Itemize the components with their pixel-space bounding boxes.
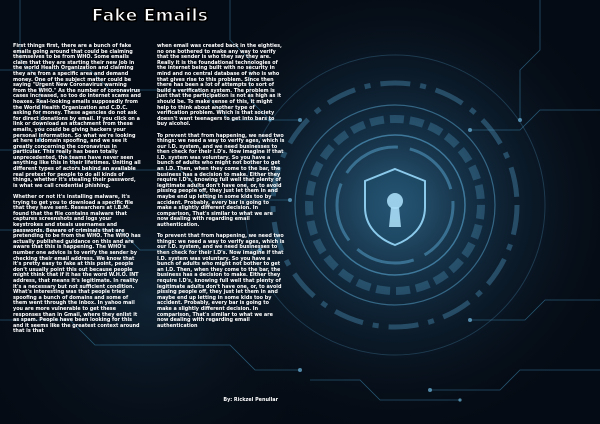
paragraph: To prevent that from happening, we need two things: we need a way to verify ages, which is our I.D. system, and we need businesses to then check for their I.D's. Now imagine if that I.D. system was voluntary. So you have a bunch of adults who might not bother to get an I.D. Then, when they come to the bar, the business has a decision to make. Either they require I.D's, knowing full well that plenty of legitimate adults don't have one, or, to avoid pissing people off, they just let them in and maybe end up letting in some kids too by accident. Probably, every bar is going to make a slightly different decision. In comparison, That's similar to what we are now dealing with regarding email authentication. <box>157 132 285 228</box>
article-column-right <box>157 44 285 335</box>
article-title: Fake Emails <box>91 6 209 26</box>
paragraph: Whether or not it's installing malware, it's trying to get you to download a specific file that they have sent. Researchers at I.B.M. found that the file contains malware that captures screenshots and logs your keystrokes and steals usernames and passwords. Beware of criminals that are pretending to be from the WHO. The WHO has actually published guidance on this and are aware that this is happening. The WHO's number one advice is to verify the sender by checking their email address. We know that it's pretty easy to fake at this point, people don't usually point this out because people might think that if it has the word W.H.O. INT address, that means it's legitimate. In reality it's a necessary but not sufficient condition. What's interesting was that people tried spoofing a bunch of domains and some of them went through the inbox. In yahoo mail you are more vulnerable to get these responses than in Gmail, where they enlist it as spam. People have been looking for this and it seems like the greatest context around that is that <box>13 194 141 335</box>
paragraph: when email was created back in the eighties, no one bothered to make any way to verify that the sender is who they say they are. Really it is the foundational technologies of the internet being built with no security in mind and no central database of who is who that gives rise to this problem. Since then there has been a lot of attempts to sort of build a verification system. The problem is just that the participation is not as high as it should be. To make sense of this, it might help to think about another type of verification problem. Which is that society doesn't want teenagers to get into bars to buy alcohol. <box>157 43 282 128</box>
author-byline: By: Rickzel Penullar <box>223 397 278 403</box>
paragraph: First things first, there are a bunch of fake emails going around that could be claiming themselves to be from WHO. Some emails claim that they are starting their new job in the world Health Organization and claiming they are from a specific area and demand money. One of the subject matter could be saying "Urgent New Coronavirus warning from the WHO." As the number of coronavirus cases increased, so too do internet scams and hoaxes. Real-looking emails supposedly from the World Health Organization and C.D.C. asking for money. These agencies do not ask for direct donations by email. If you click on a link or download an attachment from these emails, you could be giving hackers your personal information. So what we're looking at here is domain spoofing, and we see it greatly concerning the coronavirus in particular. This really has been totally unprecedented, the teams have never seen anything like this in their lifetimes. Uniting all different types of actors behind an available real pretext for people to do all kinds of things, whether it's stealing their password, is what we call credential phishing. <box>13 43 141 189</box>
paragraph: To prevent that from happening, we need two things: we need a way to verify ages, which is our I.D. system, and we need businesses to then check for their I.D's. Now imagine if that I.D. system was voluntary. So you have a bunch of adults who might not bother to get an I.D. Then, when they come to the bar, the business has a decision to make. Either they require I.D's, knowing full well that plenty of legitimate adults don't have one, or, to avoid pissing people off, they just let them in and maybe end up letting in some kids too by accident. Probably, every bar is going to make a slightly different decision. In comparison, That's similar to what we are now dealing with regarding email authentication <box>157 233 285 329</box>
article-column-left <box>13 44 141 340</box>
